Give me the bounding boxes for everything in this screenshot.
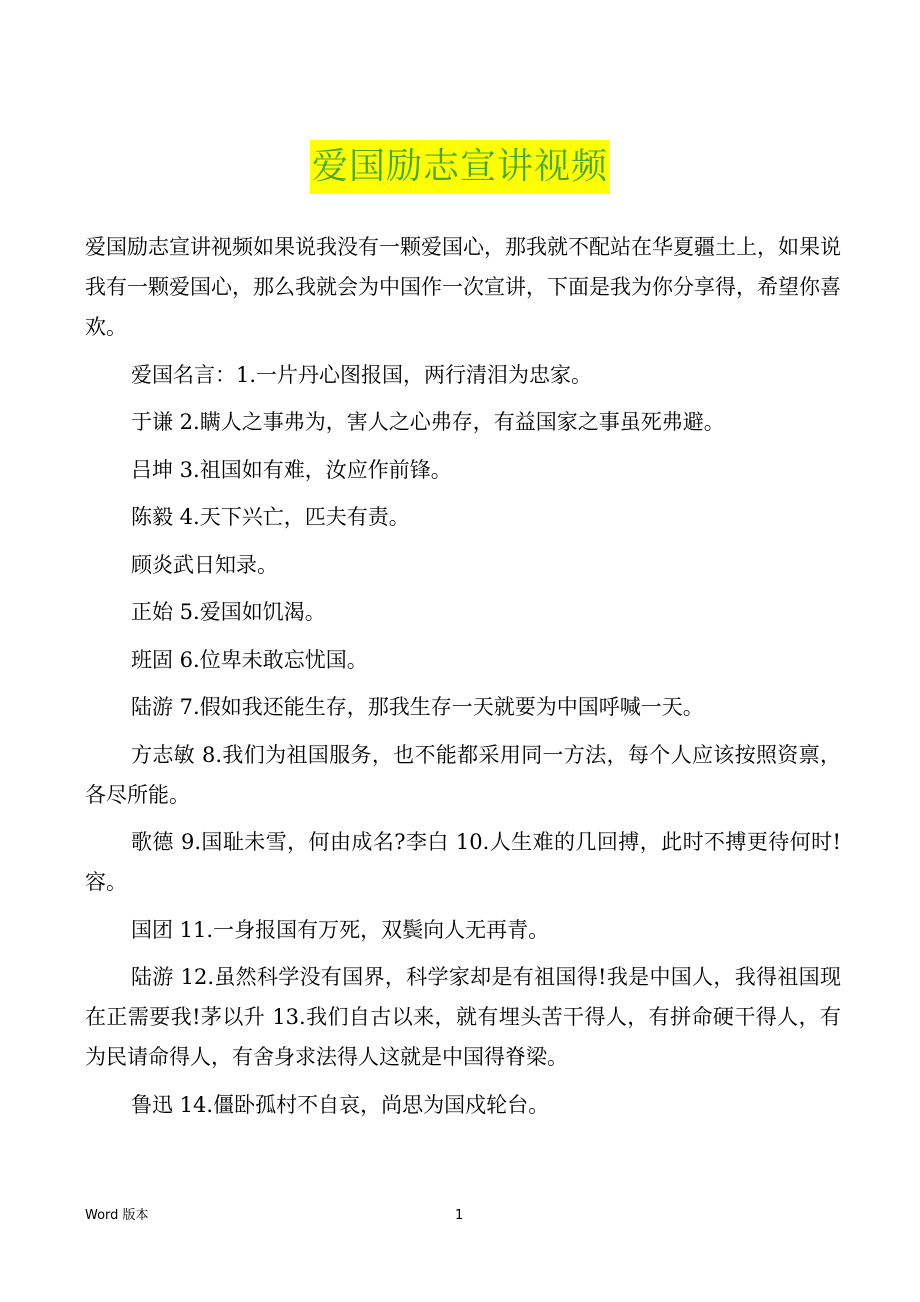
paragraph: 方志敏 8.我们为祖国服务，也不能都采用同一方法，每个人应该按照资禀，各尽所能。 (85, 742, 841, 807)
paragraph: 正始 5.爱国如饥渴。 (131, 600, 326, 624)
paragraph: 歌德 9.国耻未雪，何由成名?李白 10.人生难的几回搏，此时不搏更待何时!容。 (85, 830, 841, 894)
paragraph: 陆游 7.假如我还能生存，那我生存一天就要为中国呼喊一天。 (131, 695, 704, 719)
paragraph: 爱国名言：1.一片丹心图报国，两行清泪为忠家。 (131, 362, 593, 387)
paragraph: 国团 11.一身报国有万死，双鬓向人无再青。 (131, 917, 550, 942)
paragraph-intro: 爱国励志宣讲视频如果说我没有一颗爱国心，那我就不配站在华夏疆土上，如果说我有一颗爱国心，那么我就会为中国作一次宣讲，下面是我为你分享得，希望你喜欢。 (85, 235, 841, 339)
title-container (0, 140, 920, 194)
document-title: 爱国励志宣讲视频 (310, 140, 610, 194)
paragraph: 陈毅 4.天下兴亡，匹夫有责。 (131, 505, 410, 529)
page-number: 1 (455, 1208, 464, 1223)
paragraph: 陆游 12.虽然科学没有国界，科学家却是有祖国得!我是中国人，我得祖国现在正需要我!茅以升 13.我们自古以来，就有埋头苦干得人，有拼命硬干得人，有为民请命得人，有舍身求法得人这就是中国得脊梁。 (85, 965, 841, 1069)
paragraph: 顾炎武日知录。 (131, 552, 278, 577)
paragraph: 班固 6.位卑未敢忘忧国。 (131, 647, 368, 672)
paragraph: 于谦 2.瞒人之事弗为，害人之心弗存，有益国家之事虽死弗避。 (131, 410, 725, 434)
footer-label: Word 版本 (85, 1208, 149, 1223)
paragraph: 吕坤 3.祖国如有难，汝应作前锋。 (131, 457, 452, 482)
paragraph: 鲁迅 14.僵卧孤村不自哀，尚思为国戍轮台。 (131, 1092, 550, 1117)
document-body (85, 227, 841, 1132)
